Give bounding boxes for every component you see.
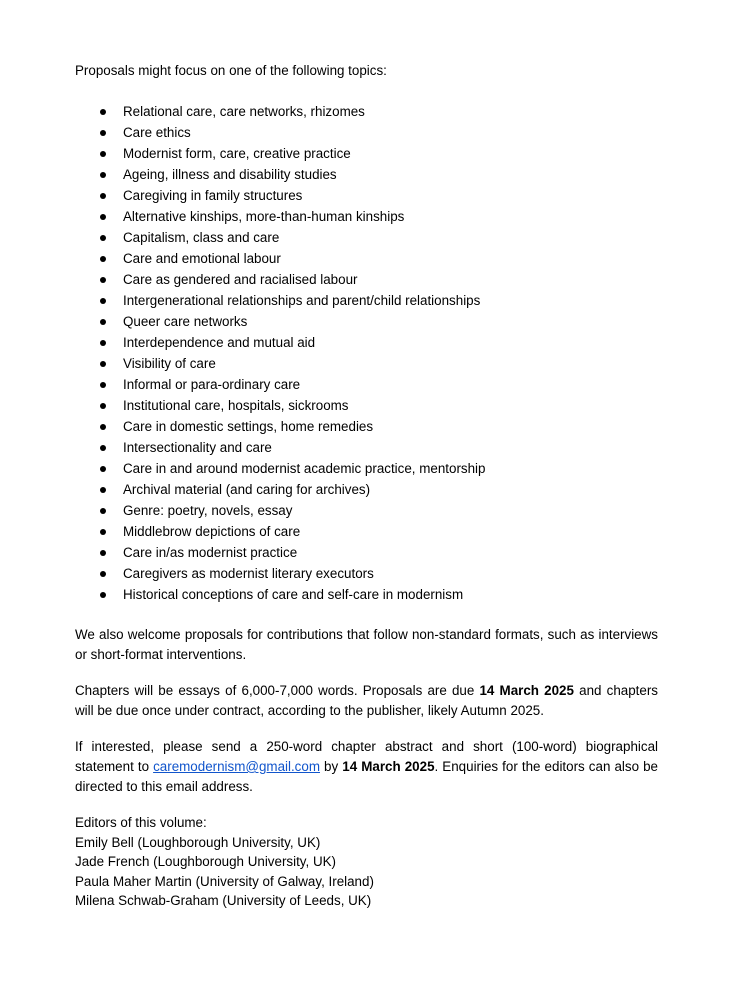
paragraph-text: Chapters will be essays of 6,000-7,000 words. Proposals are due [75, 683, 480, 698]
bullet-icon [100, 319, 106, 325]
bullet-icon [100, 361, 106, 367]
bullet-icon [100, 151, 106, 157]
bullet-icon [100, 172, 106, 178]
bullet-icon [100, 235, 106, 241]
topic-text: Intersectionality and care [123, 440, 272, 455]
bullet-icon [100, 214, 106, 220]
bullet-icon [100, 277, 106, 283]
paragraph-submission-instructions [75, 737, 658, 797]
topic-text: Caregivers as modernist literary executors [123, 566, 374, 581]
topic-item [123, 185, 658, 206]
topic-text: Intergenerational relationships and parent/child relationships [123, 293, 481, 308]
topic-text: Care in and around modernist academic practice, mentorship [123, 461, 486, 476]
bullet-icon [100, 592, 106, 598]
topic-item [123, 269, 658, 290]
topic-item [123, 101, 658, 122]
topic-item [123, 437, 658, 458]
topic-text: Caregiving in family structures [123, 188, 303, 203]
topic-item [123, 332, 658, 353]
paragraph-text: If interested, please send a 250-word chapter abstract and short (100-word) biographical statement to [75, 739, 658, 774]
topic-text: Visibility of care [123, 356, 216, 371]
topic-item [123, 458, 658, 479]
topic-text: Interdependence and mutual aid [123, 335, 316, 350]
paragraph-text: by [319, 759, 343, 774]
topic-text: Modernist form, care, creative practice [123, 146, 351, 161]
topic-item [123, 311, 658, 332]
topic-text: Middlebrow depictions of care [123, 524, 301, 539]
editors-block [75, 813, 658, 911]
deadline-date: 14 March 2025 [342, 759, 435, 774]
bullet-icon [100, 529, 106, 535]
topic-item [123, 122, 658, 143]
topic-item [123, 584, 658, 605]
bullet-icon [100, 382, 106, 388]
paragraph-text: . Enquiries for the editors can also be directed to this email address. [75, 759, 658, 794]
intro-paragraph: Proposals might focus on one of the following topics: [75, 63, 387, 78]
email-link[interactable]: caremodernism@gmail.com [153, 759, 320, 774]
topic-text: Care as gendered and racialised labour [123, 272, 358, 287]
bullet-icon [100, 487, 106, 493]
bullet-icon [100, 193, 106, 199]
editors-heading: Editors of this volume: [75, 815, 207, 830]
topic-item [123, 353, 658, 374]
bullet-icon [100, 340, 106, 346]
topic-item [123, 542, 658, 563]
topic-text: Genre: poetry, novels, essay [123, 503, 293, 518]
paragraph-chapters-deadline [75, 681, 658, 721]
topic-text: Capitalism, class and care [123, 230, 280, 245]
bullet-icon [100, 508, 106, 514]
paragraph-nonstandard-formats [75, 625, 658, 665]
topic-text: Ageing, illness and disability studies [123, 167, 337, 182]
topics-list [75, 101, 658, 605]
deadline-date: 14 March 2025 [479, 683, 574, 698]
topic-item [123, 206, 658, 227]
bullet-icon [100, 571, 106, 577]
topic-text: Relational care, care networks, rhizomes [123, 104, 365, 119]
topic-text: Care ethics [123, 125, 191, 140]
topic-text: Historical conceptions of care and self-care in modernism [123, 587, 464, 602]
editor-line: Jade French (Loughborough University, UK) [75, 854, 336, 869]
bullet-icon [100, 403, 106, 409]
topic-text: Informal or para-ordinary care [123, 377, 301, 392]
paragraph-text: and chapters will be due once under contract, according to the publisher, likely Autumn 2025. [75, 683, 658, 718]
topic-item [123, 479, 658, 500]
topic-item [123, 227, 658, 248]
topic-item [123, 416, 658, 437]
paragraph-text: We also welcome proposals for contributions that follow non-standard formats, such as interviews or short-format interventions. [75, 627, 658, 662]
topic-text: Care in/as modernist practice [123, 545, 298, 560]
topic-item [123, 374, 658, 395]
topic-item [123, 563, 658, 584]
topic-text: Queer care networks [123, 314, 248, 329]
topic-text: Care in domestic settings, home remedies [123, 419, 374, 434]
topic-item [123, 521, 658, 542]
bullet-icon [100, 130, 106, 136]
topic-text: Archival material (and caring for archives) [123, 482, 371, 497]
bullet-icon [100, 424, 106, 430]
topic-item [123, 164, 658, 185]
bullet-icon [100, 256, 106, 262]
topic-item [123, 395, 658, 416]
editor-line: Paula Maher Martin (University of Galway, Ireland) [75, 873, 374, 889]
topic-item [123, 290, 658, 311]
topic-item [123, 143, 658, 164]
topic-text: Institutional care, hospitals, sickrooms [123, 398, 349, 413]
topic-item [123, 500, 658, 521]
bullet-icon [100, 298, 106, 304]
editor-line: Milena Schwab-Graham (University of Leeds, UK) [75, 893, 372, 908]
bullet-icon [100, 550, 106, 556]
topic-text: Alternative kinships, more-than-human kinships [123, 209, 405, 224]
topic-text: Care and emotional labour [123, 251, 281, 266]
bullet-icon [100, 109, 106, 115]
topic-item [123, 248, 658, 269]
editor-line: Emily Bell (Loughborough University, UK) [75, 834, 321, 850]
bullet-icon [100, 445, 106, 451]
bullet-icon [100, 466, 106, 472]
